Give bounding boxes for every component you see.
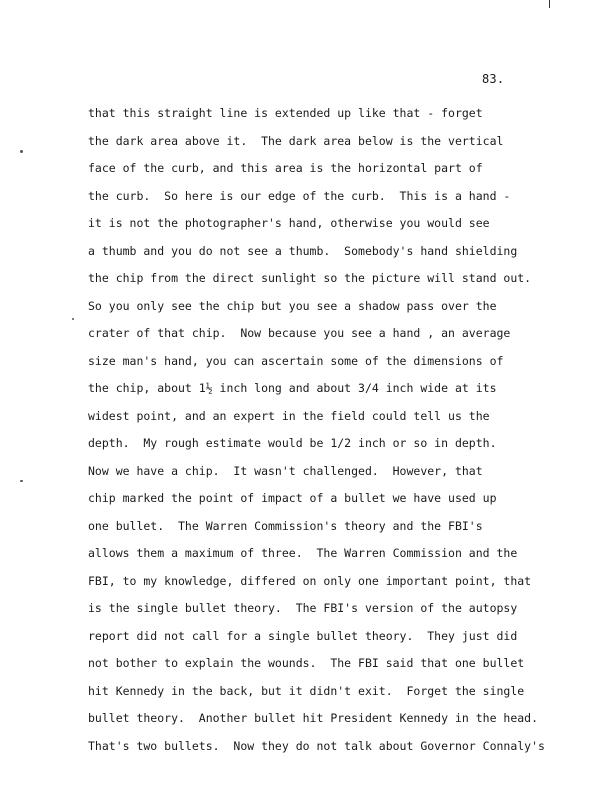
text-line: bullet theory. Another bullet hit President Kennedy in the head.: [88, 711, 539, 725]
text-line: FBI, to my knowledge, differed on only one important point, that: [88, 573, 532, 588]
text-line: hit Kennedy in the back, but it didn't exit. Forget the single: [88, 683, 525, 698]
text-line: the curb. So here is our edge of the curb. This is a hand -: [88, 188, 511, 203]
text-line: That's two bullets. Now they do not talk about Governor Connaly's: [88, 738, 545, 753]
text-line: face of the curb, and this area is the horizontal part of: [88, 161, 483, 175]
scan-mark: [549, 0, 550, 8]
text-line: Now we have a chip. It wasn't challenged. However, that: [88, 463, 483, 478]
text-line: chip marked the point of impact of a bullet we have used up: [88, 491, 497, 505]
text-line: depth. My rough estimate would be 1/2 inch or so in depth.: [88, 436, 497, 450]
text-line: So you only see the chip but you see a shadow pass over the: [88, 298, 497, 313]
text-line: crater of that chip. Now because you see a hand , an average: [88, 326, 511, 340]
text-line: widest point, and an expert in the field could tell us the: [88, 408, 490, 423]
text-line: report did not call for a single bullet theory. They just did: [88, 628, 518, 643]
scan-speck: [20, 150, 23, 153]
text-line: that this straight line is extended up like that - forget: [88, 106, 483, 120]
text-line: one bullet. The Warren Commission's theory and the FBI's: [88, 518, 483, 533]
text-line: is the single bullet theory. The FBI's version of the autopsy: [88, 601, 518, 615]
text-line: the chip, about 1½ inch long and about 3/4 inch wide at its: [88, 381, 497, 395]
text-line: the chip from the direct sunlight so the picture will stand out.: [88, 271, 532, 285]
scan-speck: [20, 480, 23, 482]
page-number: 83.: [482, 72, 505, 86]
text-line: the dark area above it. The dark area below is the vertical: [88, 133, 504, 148]
text-line: it is not the photographer's hand, otherwise you would see: [88, 216, 490, 230]
body-text: [88, 100, 588, 760]
text-line: a thumb and you do not see a thumb. Somebody's hand shielding: [88, 243, 518, 258]
scan-speck: [72, 318, 74, 320]
text-line: allows them a maximum of three. The Warren Commission and the: [88, 546, 518, 560]
text-line: not bother to explain the wounds. The FBI said that one bullet: [88, 656, 525, 670]
text-line: size man's hand, you can ascertain some of the dimensions of: [88, 353, 504, 368]
